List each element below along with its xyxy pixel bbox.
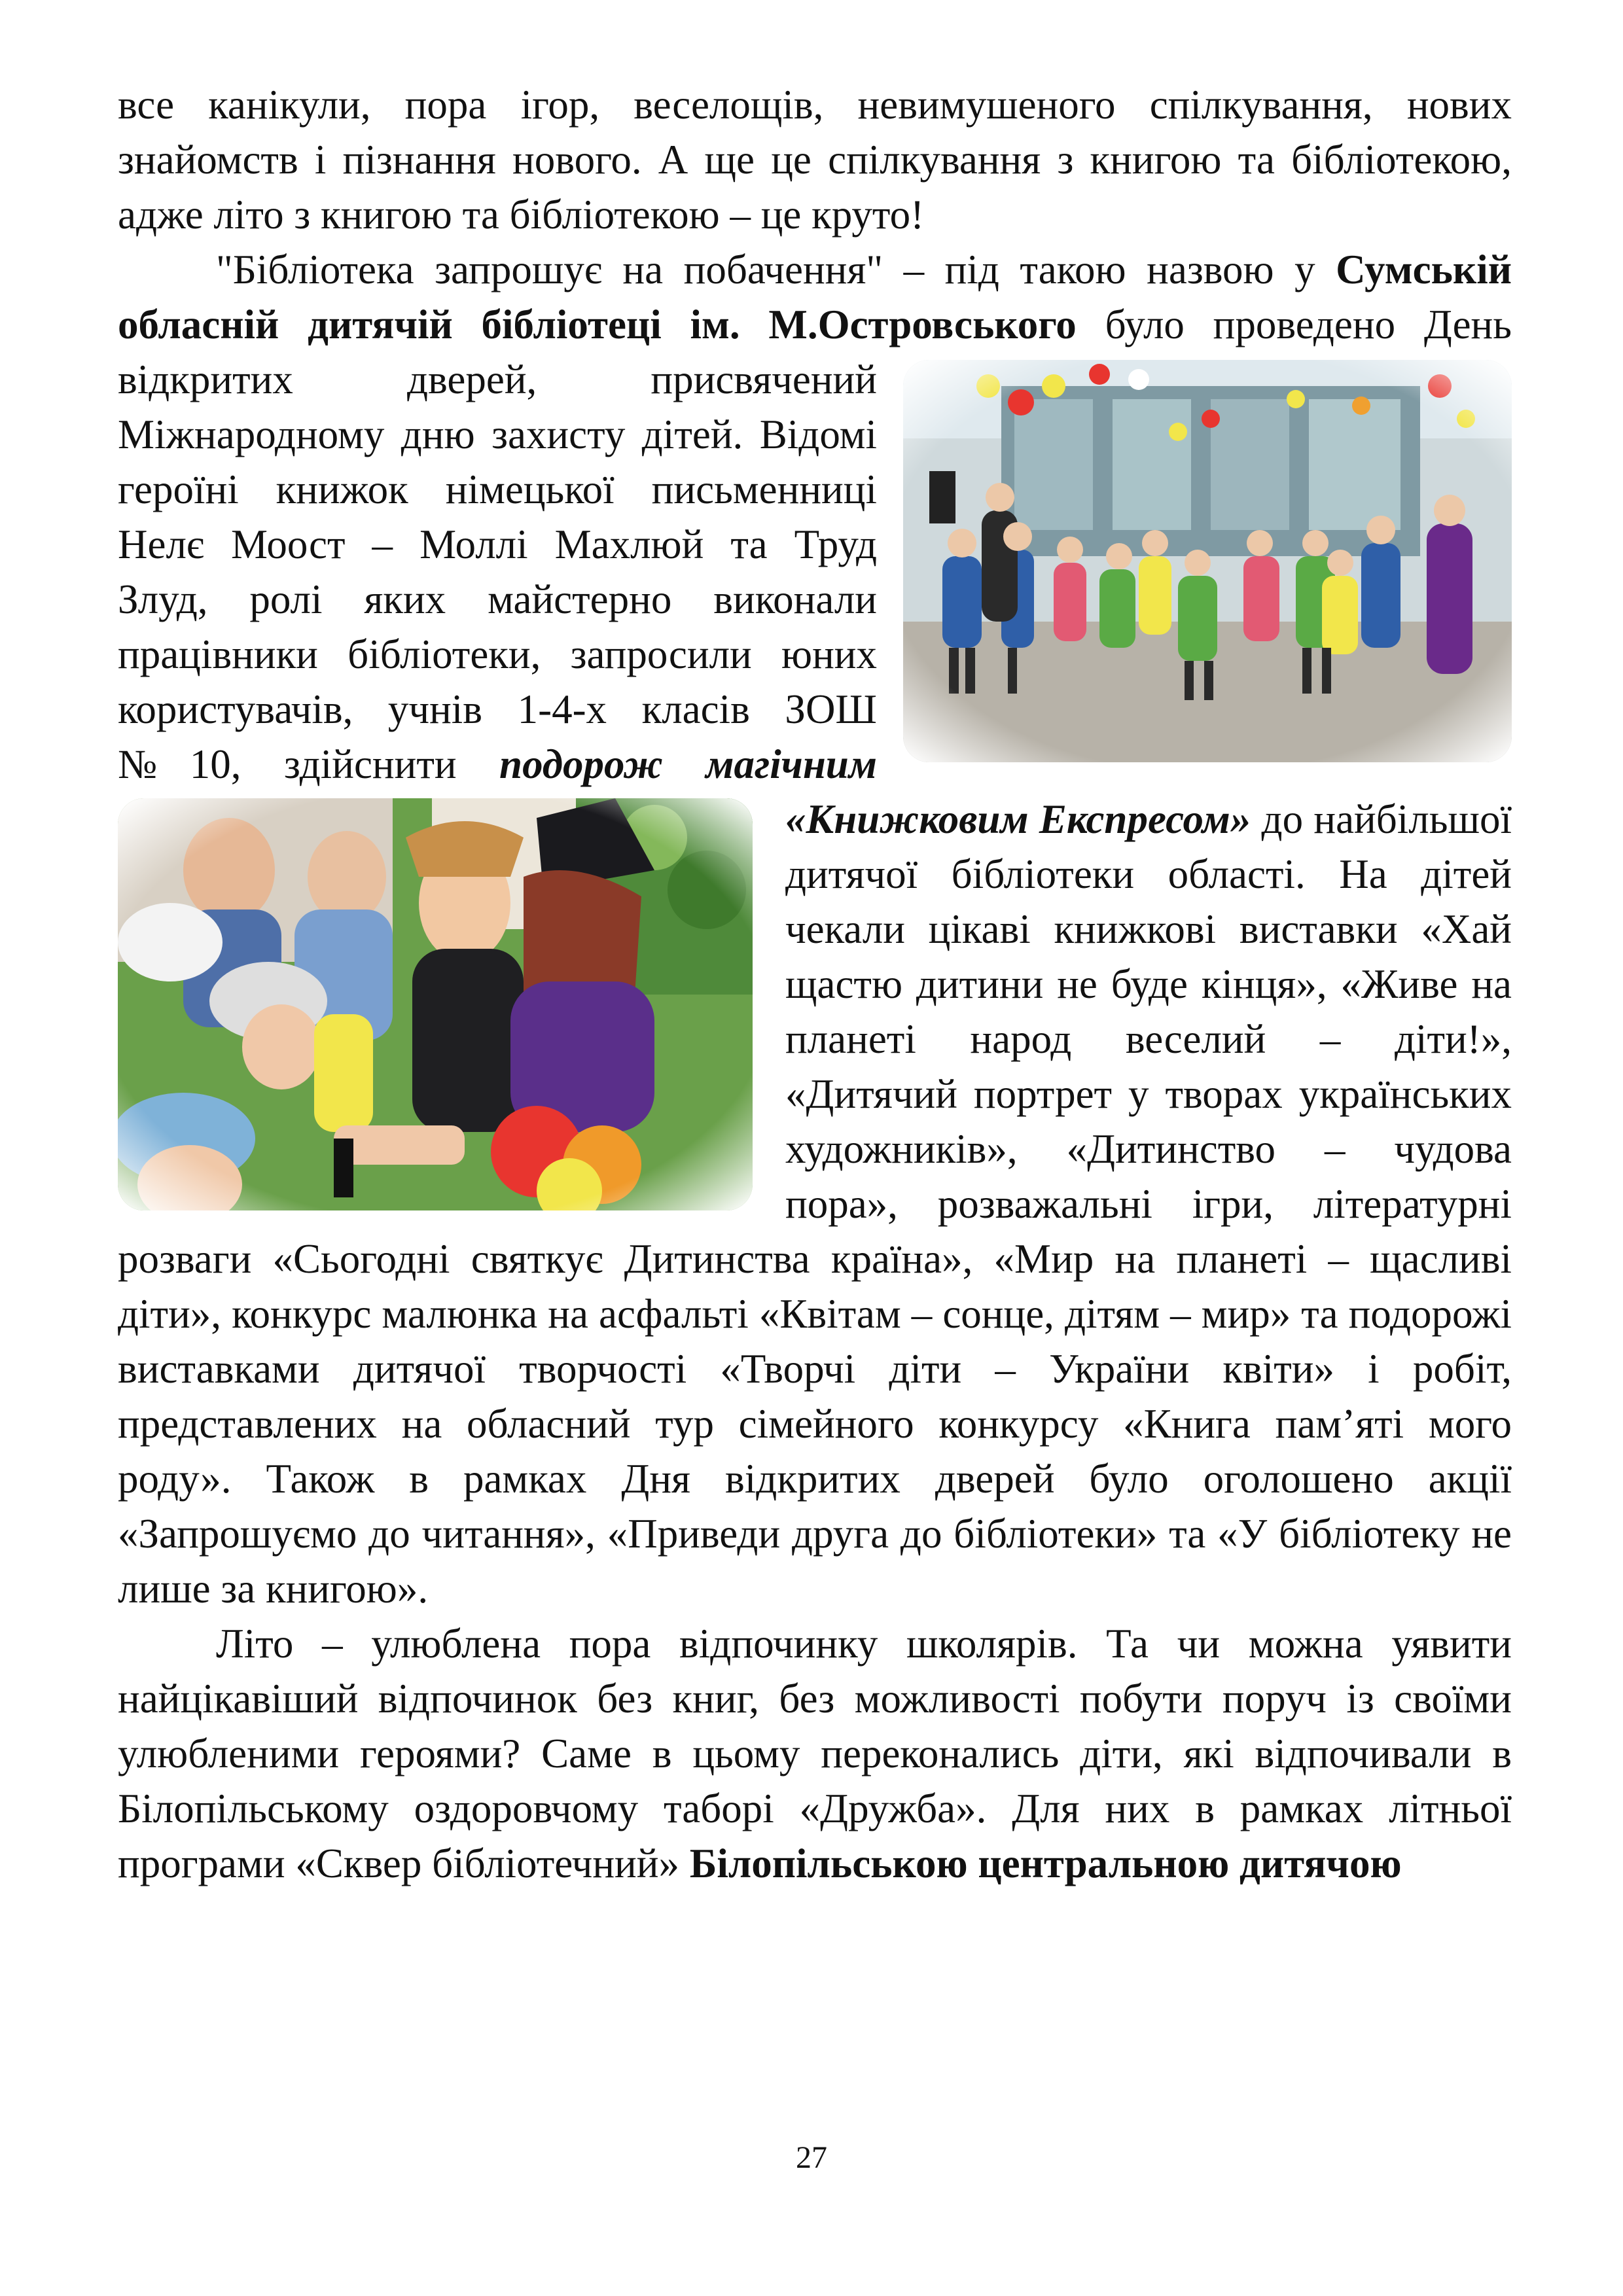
photo-witch-with-children [118,798,753,1210]
paragraph-2-intro: "Бібліотека запрошує на побачення" – під такою назвою у [216,247,1336,292]
body-text [118,77,1512,1891]
paragraph-3-text: Літо – улюблена пора відпочинку школярів. Та чи можна уявити найцікавіший відпочинок без книг, без можливості побути поруч із своїми улюбленими героями? Саме в цьому переконались діти, які відпочивали в Білопільському оздоровчому таборі «Дружба». Для них в рамках літньої програми «Сквер бібліотечний» [118,1621,1512,1886]
paragraph-1: все канікули, пора ігор, веселощів, невимушеного спілкування, нових знайомств і пізнання нового. А ще це спілкування з книгою та бібліотекою, адже літо з книгою та бібліотекою – це круто! [118,82,1512,238]
group-photo-children-at-library [903,360,1512,762]
page-number: 27 [796,2140,827,2175]
book-express-title: подорож магічним «Книжковим Експресом» [499,741,1251,842]
paragraph-3-bold-tail: Білопільською центральною дитячою [689,1841,1402,1886]
paragraph-2 [118,242,1512,1616]
library-name: Сумській обласній дитячій бібліотеці ім. М.Островського [118,247,1512,347]
witch-photo-image [118,798,753,1210]
group-photo-image [903,360,1512,762]
paragraph-2-end: до найбільшої дитячої бібліотеки області. На дітей чекали цікаві книжкові виставки «Хай щастю дитини не буде кінця», «Живе на планеті народ веселий – діти!», «Дитячий портрет у творах українських художників», «Дитинство – чудова пора», розважальні ігри, літературні розваги «Сьогодні святкує Дитинства країна», «Мир на планеті – щасливі діти», конкурс малюнка на асфальті «Квітам – сонце, дітям – мир» та подорожі виставками дитячої творчості «Творчі діти – України квіти» і робіт, представлених на обласний тур сімейного конкурсу «Книга пам’яті мого роду». Також в рамках Дня відкритих дверей було оголошено акції «Запрошуємо до читання», «Приведи друга до бібліотеки» та «У бібліотеку не лише за книгою». [118,796,1512,1612]
paragraph-2-middle: було проведено День відкритих дверей, присвячений Міжнародному дню захисту дітей. Відомі героїні книжок німецької письменниці Нелє Моост – Моллі Махлюй та Труд Злуд, ролі яких майстерно виконали працівники бібліотеки, запросили юних користувачів, учнів 1-4-х класів ЗОШ №10, здійснити [118,302,1512,787]
paragraph-3 [118,1616,1512,1891]
